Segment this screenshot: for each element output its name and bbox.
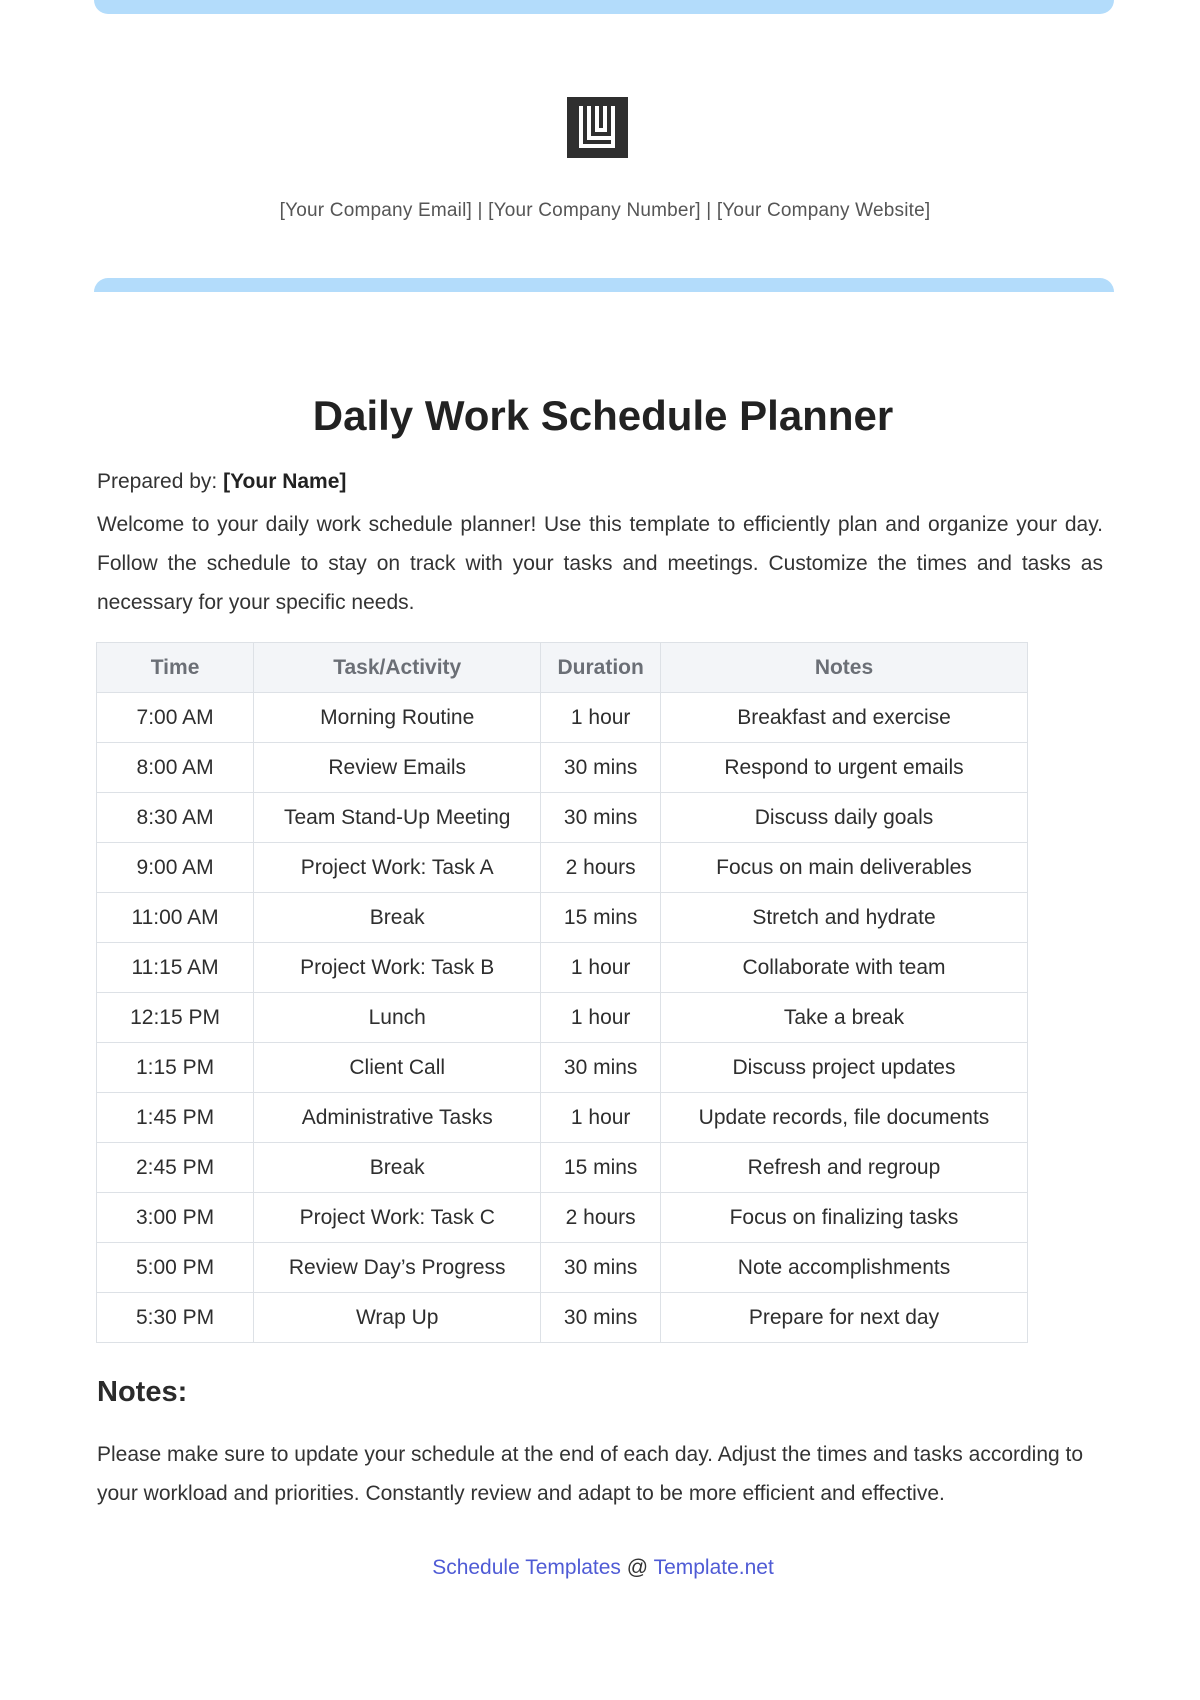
cell-notes: Prepare for next day <box>660 1293 1027 1343</box>
cell-notes: Take a break <box>660 993 1027 1043</box>
notes-heading: Notes: <box>97 1376 188 1408</box>
footer-attribution <box>0 1556 1200 1580</box>
cell-task: Lunch <box>254 993 541 1043</box>
cell-notes: Note accomplishments <box>660 1243 1027 1293</box>
cell-duration: 2 hours <box>541 1193 661 1243</box>
table-row <box>97 693 1028 743</box>
table-row <box>97 893 1028 943</box>
column-header-duration: Duration <box>541 643 661 693</box>
cell-time: 11:00 AM <box>97 893 254 943</box>
cell-duration: 1 hour <box>541 943 661 993</box>
cell-task: Morning Routine <box>254 693 541 743</box>
schedule-table <box>96 642 1028 1343</box>
cell-notes: Focus on finalizing tasks <box>660 1193 1027 1243</box>
footer-at-sign: @ <box>626 1556 649 1579</box>
cell-task: Client Call <box>254 1043 541 1093</box>
prepared-by <box>97 470 346 494</box>
company-contact-line <box>0 200 1200 222</box>
cell-time: 12:15 PM <box>97 993 254 1043</box>
cell-time: 5:00 PM <box>97 1243 254 1293</box>
cell-notes: Breakfast and exercise <box>660 693 1027 743</box>
intro-paragraph: Welcome to your daily work schedule planner! Use this template to efficiently plan and organize your day. Follow the schedule to stay on track with your tasks and meetings. Customize the times and tasks as necessary for your specific needs. <box>97 513 1103 614</box>
cell-task: Review Emails <box>254 743 541 793</box>
cell-duration: 2 hours <box>541 843 661 893</box>
cell-task: Team Stand-Up Meeting <box>254 793 541 843</box>
cell-task: Break <box>254 1143 541 1193</box>
cell-notes: Discuss daily goals <box>660 793 1027 843</box>
cell-duration: 30 mins <box>541 1043 661 1093</box>
cell-time: 5:30 PM <box>97 1293 254 1343</box>
table-row <box>97 1243 1028 1293</box>
cell-notes: Collaborate with team <box>660 943 1027 993</box>
cell-duration: 30 mins <box>541 743 661 793</box>
prepared-by-name: [Your Name] <box>223 470 347 493</box>
cell-task: Project Work: Task B <box>254 943 541 993</box>
cell-time: 9:00 AM <box>97 843 254 893</box>
cell-task: Project Work: Task A <box>254 843 541 893</box>
table-row <box>97 793 1028 843</box>
cell-time: 1:15 PM <box>97 1043 254 1093</box>
company-email: [Your Company Email] <box>279 200 472 221</box>
schedule-table-body <box>97 693 1028 1343</box>
table-row <box>97 1043 1028 1093</box>
cell-time: 8:00 AM <box>97 743 254 793</box>
cell-task: Administrative Tasks <box>254 1093 541 1143</box>
cell-notes: Focus on main deliverables <box>660 843 1027 893</box>
table-header-row <box>97 643 1028 693</box>
cell-duration: 1 hour <box>541 693 661 743</box>
prepared-by-label: Prepared by: <box>97 470 218 493</box>
contact-separator: | <box>706 200 712 221</box>
top-accent-band <box>94 0 1114 14</box>
cell-task: Break <box>254 893 541 943</box>
table-row <box>97 1093 1028 1143</box>
company-logo-icon <box>567 97 628 158</box>
column-header-task: Task/Activity <box>254 643 541 693</box>
column-header-notes: Notes <box>660 643 1027 693</box>
cell-notes: Refresh and regroup <box>660 1143 1027 1193</box>
cell-notes: Update records, file documents <box>660 1093 1027 1143</box>
company-website: [Your Company Website] <box>716 200 931 221</box>
cell-duration: 15 mins <box>541 1143 661 1193</box>
table-row <box>97 993 1028 1043</box>
cell-time: 3:00 PM <box>97 1193 254 1243</box>
schedule-templates-link[interactable]: Schedule Templates <box>432 1556 621 1579</box>
table-row <box>97 843 1028 893</box>
cell-duration: 1 hour <box>541 1093 661 1143</box>
cell-time: 2:45 PM <box>97 1143 254 1193</box>
column-header-time: Time <box>97 643 254 693</box>
cell-notes: Discuss project updates <box>660 1043 1027 1093</box>
cell-time: 8:30 AM <box>97 793 254 843</box>
cell-notes: Respond to urgent emails <box>660 743 1027 793</box>
table-row <box>97 1193 1028 1243</box>
table-row <box>97 1143 1028 1193</box>
cell-duration: 1 hour <box>541 993 661 1043</box>
cell-notes: Stretch and hydrate <box>660 893 1027 943</box>
cell-duration: 15 mins <box>541 893 661 943</box>
cell-task: Wrap Up <box>254 1293 541 1343</box>
cell-task: Project Work: Task C <box>254 1193 541 1243</box>
cell-time: 11:15 AM <box>97 943 254 993</box>
table-row <box>97 1293 1028 1343</box>
cell-time: 7:00 AM <box>97 693 254 743</box>
template-net-link[interactable]: Template.net <box>653 1556 774 1579</box>
table-row <box>97 743 1028 793</box>
cell-duration: 30 mins <box>541 1293 661 1343</box>
cell-duration: 30 mins <box>541 793 661 843</box>
cell-time: 1:45 PM <box>97 1093 254 1143</box>
contact-separator: | <box>477 200 483 221</box>
cell-task: Review Day’s Progress <box>254 1243 541 1293</box>
cell-duration: 30 mins <box>541 1243 661 1293</box>
header-accent-band <box>94 278 1114 292</box>
company-number: [Your Company Number] <box>488 200 701 221</box>
page-title: Daily Work Schedule Planner <box>312 392 894 439</box>
table-row <box>97 943 1028 993</box>
notes-paragraph: Please make sure to update your schedule at the end of each day. Adjust the times and tasks according to your workload and priorities. Constantly review and adapt to be more efficient and effective. <box>97 1443 1084 1505</box>
